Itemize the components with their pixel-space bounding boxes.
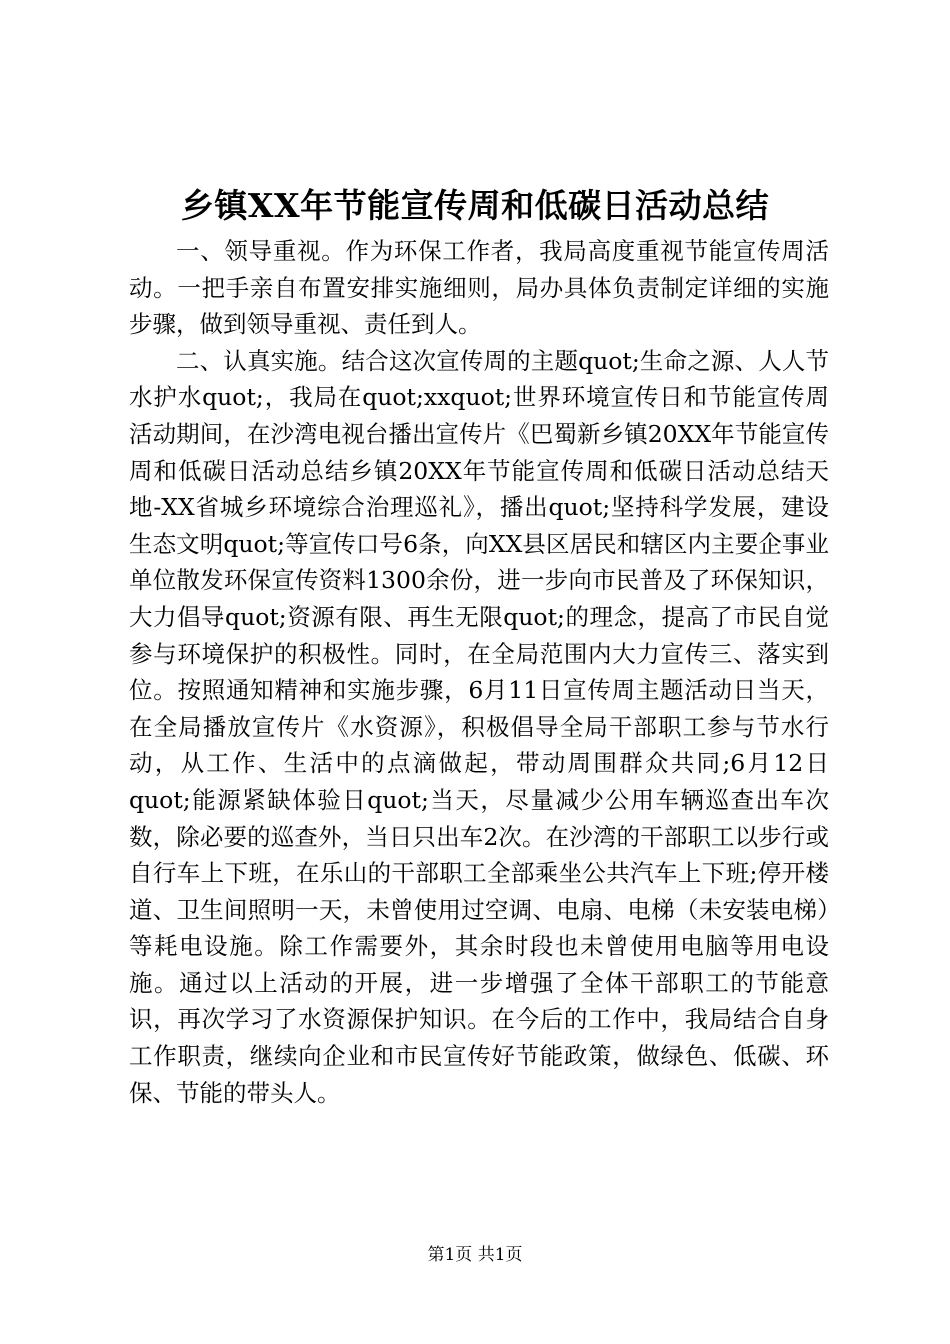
- paragraph-leadership: 一、领导重视。作为环保工作者，我局高度重视节能宣传周活动。一把手亲自布置安排实施细则，局办具体负责制定详细的实施步骤，做到领导重视、责任到人。: [129, 237, 829, 339]
- document-title: 乡镇XX年节能宣传周和低碳日活动总结: [180, 186, 770, 225]
- document-body: [129, 233, 829, 1111]
- paragraph-implementation: 二、认真实施。结合这次宣传周的主题quot;生命之源、人人节水护水quot;，我局在quot;xxquot;世界环境宣传日和节能宣传周活动期间，在沙湾电视台播出宣传片《巴蜀新乡镇20XX年节能宣传周和低碳日活动总结乡镇20XX年节能宣传周和低碳日活动总结天地-XX省城乡环境综合治理巡礼》，播出quot;坚持科学发展，建设生态文明quot;等宣传口号6条，向XX县区居民和辖区内主要企事业单位散发环保宣传资料1300余份，进一步向市民普及了环保知识，大力倡导quot;资源有限、再生无限quot;的理念，提高了市民自觉参与环境保护的积极性。同时，在全局范围内大力宣传三、落实到位。按照通知精神和实施步骤，6月11日宣传周主题活动日当天，在全局播放宣传片《水资源》，积极倡导全局干部职工参与节水行动，从工作、生活中的点滴做起，带动周围群众共同;6月12日quot;能源紧缺体验日quot;当天，尽量减少公用车辆巡查出车次数，除必要的巡查外，当日只出车2次。在沙湾的干部职工以步行或自行车上下班，在乐山的干部职工全部乘坐公共汽车上下班;停开楼道、卫生间照明一天，未曾使用过空调、电扇、电梯（未安装电梯）等耗电设施。除工作需要外，其余时段也未曾使用电脑等用电设施。通过以上活动的开展，进一步增强了全体干部职工的节能意识，再次学习了水资源保护知识。在今后的工作中，我局结合自身工作职责，继续向企业和市民宣传好节能政策，做绿色、低碳、环保、节能的带头人。: [129, 346, 829, 1107]
- page-number-footer: 第1页 共1页: [427, 1245, 523, 1265]
